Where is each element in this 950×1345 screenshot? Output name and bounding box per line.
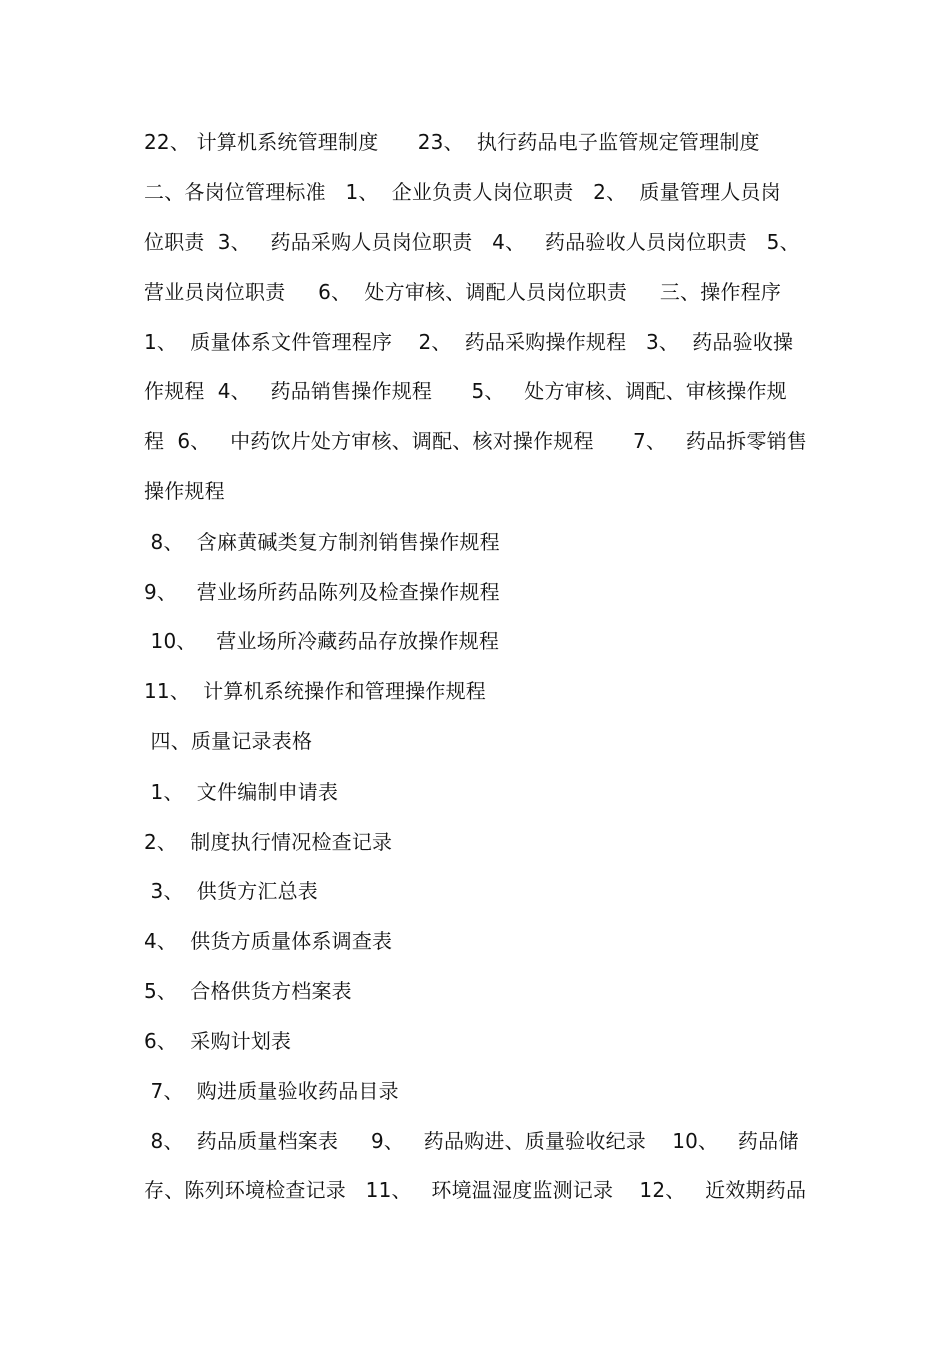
- text-line: 6、 采购计划表: [144, 1029, 292, 1053]
- text-line: 8、 含麻黄碱类复方制剂销售操作规程: [144, 530, 500, 554]
- text-line: 营业员岗位职责 6、 处方审核、调配人员岗位职责 三、操作程序: [144, 280, 782, 304]
- text-line: 8、 药品质量档案表 9、 药品购进、质量验收纪录 10、 药品储: [144, 1129, 799, 1153]
- text-line: 10、 营业场所冷藏药品存放操作规程: [144, 629, 500, 653]
- text-line: 7、 购进质量验收药品目录: [144, 1079, 399, 1103]
- text-line: 2、 制度执行情况检查记录: [144, 830, 393, 854]
- text-line: 4、 供货方质量体系调查表: [144, 929, 393, 953]
- text-line: 位职责 3、 药品采购人员岗位职责 4、 药品验收人员岗位职责 5、: [144, 230, 800, 254]
- text-line: 5、 合格供货方档案表: [144, 979, 352, 1003]
- text-line: 1、 文件编制申请表: [144, 780, 339, 804]
- section-heading: 四、质量记录表格: [144, 729, 313, 753]
- text-line: 程 6、 中药饮片处方审核、调配、核对操作规程 7、 药品拆零销售: [144, 429, 808, 453]
- text-line: 9、 营业场所药品陈列及检查操作规程: [144, 580, 500, 604]
- text-line: 11、 计算机系统操作和管理操作规程: [144, 679, 486, 703]
- text-line: 作规程 4、 药品销售操作规程 5、 处方审核、调配、审核操作规: [144, 379, 787, 403]
- text-line: 22、 计算机系统管理制度 23、 执行药品电子监管规定管理制度: [144, 130, 760, 154]
- text-line: 1、 质量体系文件管理程序 2、 药品采购操作规程 3、 药品验收操: [144, 330, 794, 354]
- text-line: 3、 供货方汇总表: [144, 879, 318, 903]
- text-line: 操作规程: [144, 479, 225, 503]
- text-line: 二、各岗位管理标准 1、 企业负责人岗位职责 2、 质量管理人员岗: [144, 180, 781, 204]
- text-line: 存、陈列环境检查记录 11、 环境温湿度监测记录 12、 近效期药品: [144, 1178, 807, 1202]
